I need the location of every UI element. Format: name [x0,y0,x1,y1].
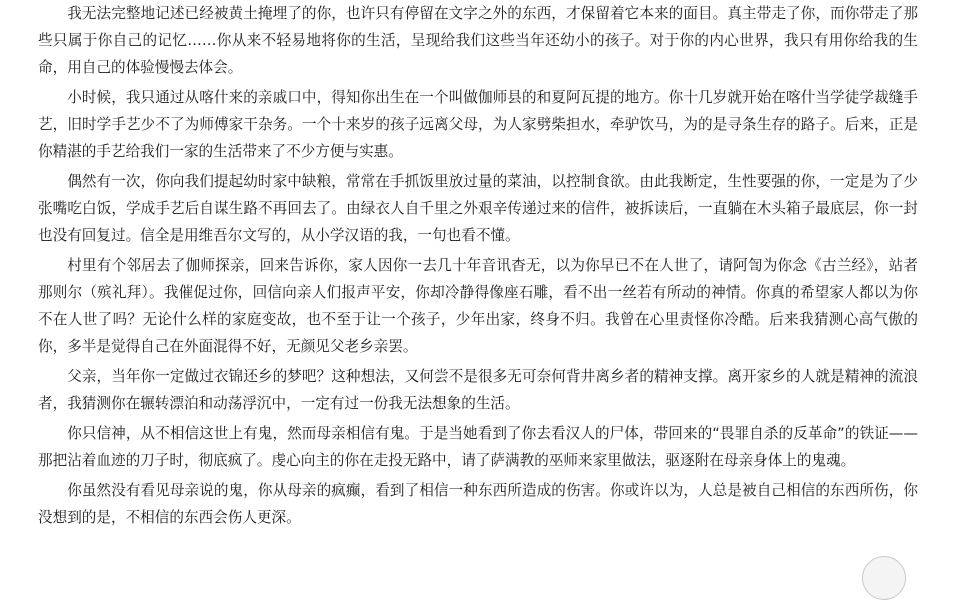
paragraph-3: 偶然有一次，你向我们提起幼时家中缺粮，常常在手抓饭里放过量的菜油，以控制食欲。由此我断定，生性要强的你，一定是为了少张嘴吃白饭，学成手艺后自谋生路不再回去了。由绿衣人自千里之外艰辛传递过来的信件，被拆读后，一直躺在木头箱子最底层，你一封也没有回复过。信全是用维吾尔文写的，从小学汉语的我，一句也看不懂。 [38,173,918,244]
paragraph-6: 你只信神，从不相信这世上有鬼，然而母亲相信有鬼。于是当她看到了你去看汉人的尸体，带回来的“畏罪自杀的反革命”的铁证——那把沾着血迹的刀子时，彻底疯了。虔心向主的你在走投无路中，请了萨满教的巫师来家里做法，驱逐附在母亲身体上的鬼魂。 [38,425,918,469]
paragraph-4: 村里有个邻居去了伽师探亲，回来告诉你，家人因你一去几十年音讯杳无，以为你早已不在人世了，请阿訇为你念《古兰经》，站者那则尔（殡礼拜）。我催促过你，回信向亲人们报声平安，你却冷静得像座石雕，看不出一丝若有所动的神情。你真的希望家人都以为你不在人世了吗？无论什么样的家庭变故，也不至于让一个孩子，少年出家，终身不归。我曾在心里责怪你冷酷。后来我猜测心高气傲的你，多半是觉得自己在外面混得不好，无颜见父老乡亲罢。 [38,257,918,355]
paragraph-5: 父亲，当年你一定做过衣锦还乡的梦吧？这种想法，又何尝不是很多无可奈何背井离乡者的精神支撑。离开家乡的人就是精神的流浪者，我猜测你在辗转漂泊和动荡浮沉中，一定有过一份我无法想象的生活。 [38,368,918,412]
paragraph-7: 你虽然没有看见母亲说的鬼，你从母亲的疯癫，看到了相信一种东西所造成的伤害。你或许以为，人总是被自己相信的东西所伤，你没想到的是，不相信的东西会伤人更深。 [38,482,918,526]
paragraph-2: 小时候，我只通过从喀什来的亲戚口中，得知你出生在一个叫做伽师县的和夏阿瓦提的地方。你十几岁就开始在喀什当学徒学裁缝手艺，旧时学手艺少不了为师傅家干杂务。一个十来岁的孩子远离父母，为人家劈柴担水，牵驴饮马，为的是寻条生存的路子。后来，正是你精湛的手艺给我们一家的生活带来了不少方便与实惠。 [38,89,918,160]
paragraph-1: 我无法完整地记述已经被黄土掩埋了的你，也许只有停留在文字之外的东西，才保留着它本来的面目。真主带走了你，而你带走了那些只属于你自己的记忆……你从来不轻易地将你的生活，呈现给我们这些当年还幼小的孩子。对于你的内心世界，我只有用你给我的生命，用自己的体验慢慢去体会。 [38,5,918,76]
article-body [38,0,918,534]
circle-icon [862,556,906,600]
